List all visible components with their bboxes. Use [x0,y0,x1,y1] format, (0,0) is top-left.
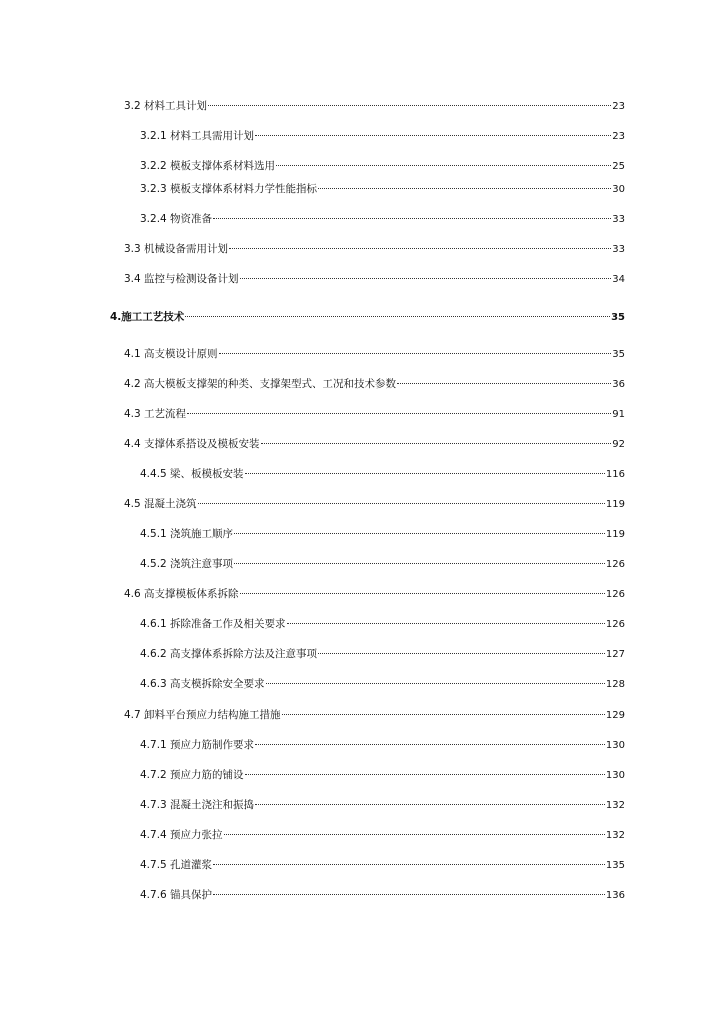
dot-leader [240,593,605,594]
toc-entry-title: 4.5 混凝土浇筑 [124,498,197,510]
toc-entry-title: 4.7.3 混凝土浇注和振捣 [140,799,255,811]
toc-entry[interactable] [140,212,625,226]
toc-entry-page: 92 [612,439,625,450]
toc-entry[interactable] [140,617,625,631]
toc-entry[interactable] [140,527,625,541]
toc-entry-page: 132 [605,800,625,811]
toc-entry[interactable] [124,377,625,391]
dot-leader [185,316,610,317]
dot-leader [245,473,605,474]
toc-entry-title: 3.2.3 模板支撑体系材料力学性能指标 [140,183,318,195]
toc-entry[interactable] [124,587,625,601]
toc-entry[interactable] [124,347,625,361]
toc-entry-title: 4.1 高支模设计原则 [124,348,218,360]
dot-leader [255,744,605,745]
dot-leader [318,188,611,189]
dot-leader [255,804,605,805]
toc-entry-title: 4.施工工艺技术 [110,311,185,323]
toc-entry-title: 3.4 监控与检测设备计划 [124,273,239,285]
toc-entry-title: 4.6.2 高支撑体系拆除方法及注意事项 [140,648,318,660]
toc-entry[interactable] [124,272,625,286]
dot-leader [261,443,612,444]
toc-entry-title: 4.6.3 高支模拆除安全要求 [140,678,265,690]
toc-entry-title: 4.4 支撑体系搭设及模板安装 [124,438,260,450]
dot-leader [213,864,605,865]
toc-entry-title: 3.2 材料工具计划 [124,100,208,112]
toc-entry-page: 129 [605,710,625,721]
toc-entry-page: 126 [605,619,625,630]
toc-entry-title: 4.6.1 拆除准备工作及相关要求 [140,618,286,630]
toc-entry-page: 36 [612,379,625,390]
toc-entry[interactable] [140,768,625,782]
dot-leader [245,774,605,775]
toc-entry-page: 35 [611,312,625,323]
toc-entry[interactable] [140,738,625,752]
toc-entry-page: 126 [605,559,625,570]
toc-entry-title: 4.7.2 预应力筋的铺设 [140,769,244,781]
toc-entry-title: 4.5.1 浇筑施工顺序 [140,528,234,540]
toc-entry-title: 3.3 机械设备需用计划 [124,243,229,255]
toc-entry[interactable] [140,159,625,173]
dot-leader [255,135,611,136]
toc-entry-title: 3.2.4 物资准备 [140,213,213,225]
toc-entry-page: 127 [605,649,625,660]
dot-leader [187,413,611,414]
toc-entry-page: 119 [605,529,625,540]
dot-leader [213,894,605,895]
toc-entry[interactable] [140,557,625,571]
dot-leader [213,218,611,219]
toc-entry-title: 4.7.4 预应力张拉 [140,829,223,841]
toc-entry-title: 4.4.5 梁、板模板安装 [140,468,244,480]
toc-entry-title: 3.2.1 材料工具需用计划 [140,130,255,142]
toc-entry[interactable] [140,129,625,143]
dot-leader [198,503,605,504]
toc-entry-page: 135 [605,860,625,871]
toc-entry[interactable] [140,182,625,196]
toc-entry-page: 23 [612,101,625,112]
toc-entry-page: 130 [605,770,625,781]
toc-entry-page: 126 [605,589,625,600]
toc-entry-page: 128 [605,679,625,690]
toc-entry-page: 132 [605,830,625,841]
toc-entry-title: 4.7.6 锚具保护 [140,889,213,901]
dot-leader [208,105,611,106]
dot-leader [234,563,605,564]
toc-entry[interactable] [124,99,625,113]
toc-entry-page: 116 [605,469,625,480]
toc-entry-chapter[interactable] [110,310,625,324]
dot-leader [276,165,611,166]
toc-entry[interactable] [140,798,625,812]
toc-entry-title: 3.2.2 模板支撑体系材料选用 [140,160,276,172]
dot-leader [234,533,605,534]
toc-entry-page: 33 [612,244,625,255]
toc-entry-page: 91 [612,409,625,420]
toc-entry-title: 4.2 高大模板支撑架的种类、支撑架型式、工况和技术参数 [124,378,397,390]
toc-entry-title: 4.6 高支撑模板体系拆除 [124,588,239,600]
dot-leader [229,248,611,249]
dot-leader [266,683,605,684]
dot-leader [240,278,612,279]
dot-leader [224,834,605,835]
toc-entry-page: 136 [605,890,625,901]
toc-entry[interactable] [140,647,625,661]
toc-entry[interactable] [124,437,625,451]
toc-entry-page: 23 [612,131,625,142]
toc-entry-page: 25 [612,161,625,172]
toc-entry[interactable] [124,242,625,256]
toc-entry[interactable] [124,407,625,421]
toc-entry-page: 130 [605,740,625,751]
dot-leader [219,353,612,354]
toc-entry-title: 4.7 卸料平台预应力结构施工措施 [124,709,281,721]
dot-leader [287,623,605,624]
toc-entry[interactable] [140,888,625,902]
toc-entry-title: 4.5.2 浇筑注意事项 [140,558,234,570]
toc-entry[interactable] [140,677,625,691]
toc-entry-page: 119 [605,499,625,510]
toc-entry-page: 33 [612,214,625,225]
dot-leader [282,714,605,715]
toc-entry-title: 4.7.1 预应力筋制作要求 [140,739,255,751]
toc-entry-title: 4.3 工艺流程 [124,408,187,420]
toc-entry[interactable] [140,828,625,842]
dot-leader [397,383,611,384]
toc-entry-page: 35 [612,349,625,360]
toc-entry-page: 34 [612,274,625,285]
toc-entry[interactable] [140,467,625,481]
dot-leader [318,653,605,654]
toc-entry[interactable] [124,497,625,511]
toc-entry[interactable] [140,858,625,872]
toc-entry[interactable] [124,708,625,722]
toc-entry-title: 4.7.5 孔道灌浆 [140,859,213,871]
toc-entry-page: 30 [612,184,625,195]
